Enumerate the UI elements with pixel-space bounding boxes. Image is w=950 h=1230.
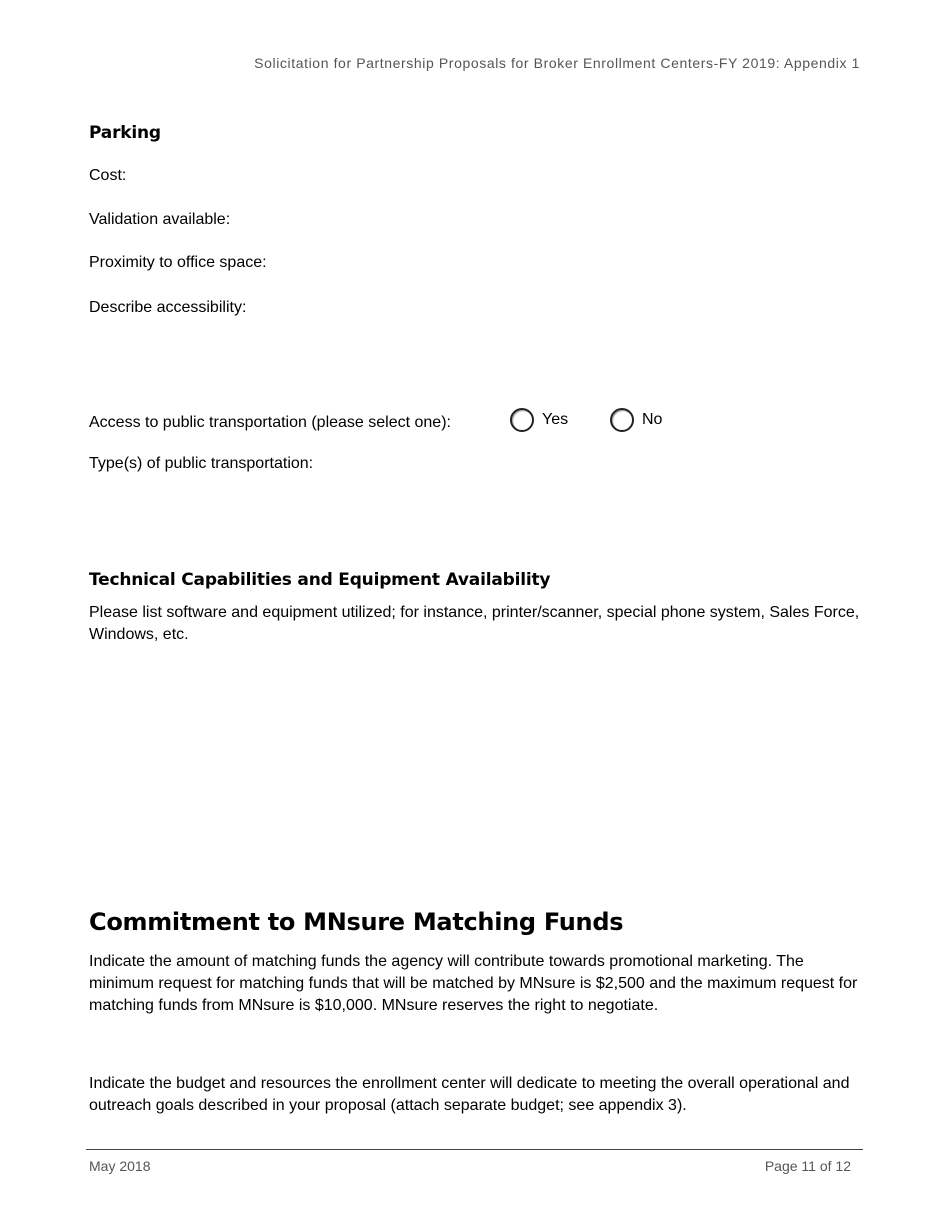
technical-description: Please list software and equipment utilized; for instance, printer/scanner, special phone system, Sales Force, Windows, etc.	[89, 604, 860, 643]
radio-label-no: No	[642, 411, 663, 428]
proximity-label: Proximity to office space:	[89, 254, 267, 271]
validation-label: Validation available:	[89, 211, 231, 228]
footer-date: May 2018	[89, 1158, 151, 1174]
radio-option-no[interactable]	[610, 408, 662, 432]
transportation-types-label: Type(s) of public transportation:	[89, 455, 314, 472]
radio-button-no[interactable]	[610, 408, 634, 432]
radio-option-yes[interactable]	[510, 408, 568, 432]
matching-funds-heading: Commitment to MNsure Matching Funds	[89, 908, 624, 936]
public-transportation-label: Access to public transportation (please select one):	[89, 414, 451, 431]
radio-button-yes[interactable]	[510, 408, 534, 432]
technical-heading: Technical Capabilities and Equipment Availability	[89, 570, 551, 590]
radio-label-yes: Yes	[542, 411, 569, 428]
footer-divider	[86, 1149, 863, 1150]
page-header: Solicitation for Partnership Proposals for Broker Enrollment Centers-FY 2019: Appendix 1	[254, 55, 860, 71]
parking-heading: Parking	[89, 123, 161, 143]
budget-paragraph: Indicate the budget and resources the enrollment center will dedicate to meeting the overall operational and outreach goals described in your proposal (attach separate budget; see appendix 3).	[89, 1075, 850, 1114]
matching-funds-paragraph: Indicate the amount of matching funds the agency will contribute towards promotional marketing. The minimum request for matching funds that will be matched by MNsure is $2,500 and the maximum request for matching funds from MNsure is $10,000. MNsure reserves the right to negotiate.	[89, 953, 858, 1014]
footer-page-number: Page 11 of 12	[764, 1158, 851, 1174]
accessibility-label: Describe accessibility:	[89, 299, 247, 316]
cost-label: Cost:	[89, 167, 127, 184]
